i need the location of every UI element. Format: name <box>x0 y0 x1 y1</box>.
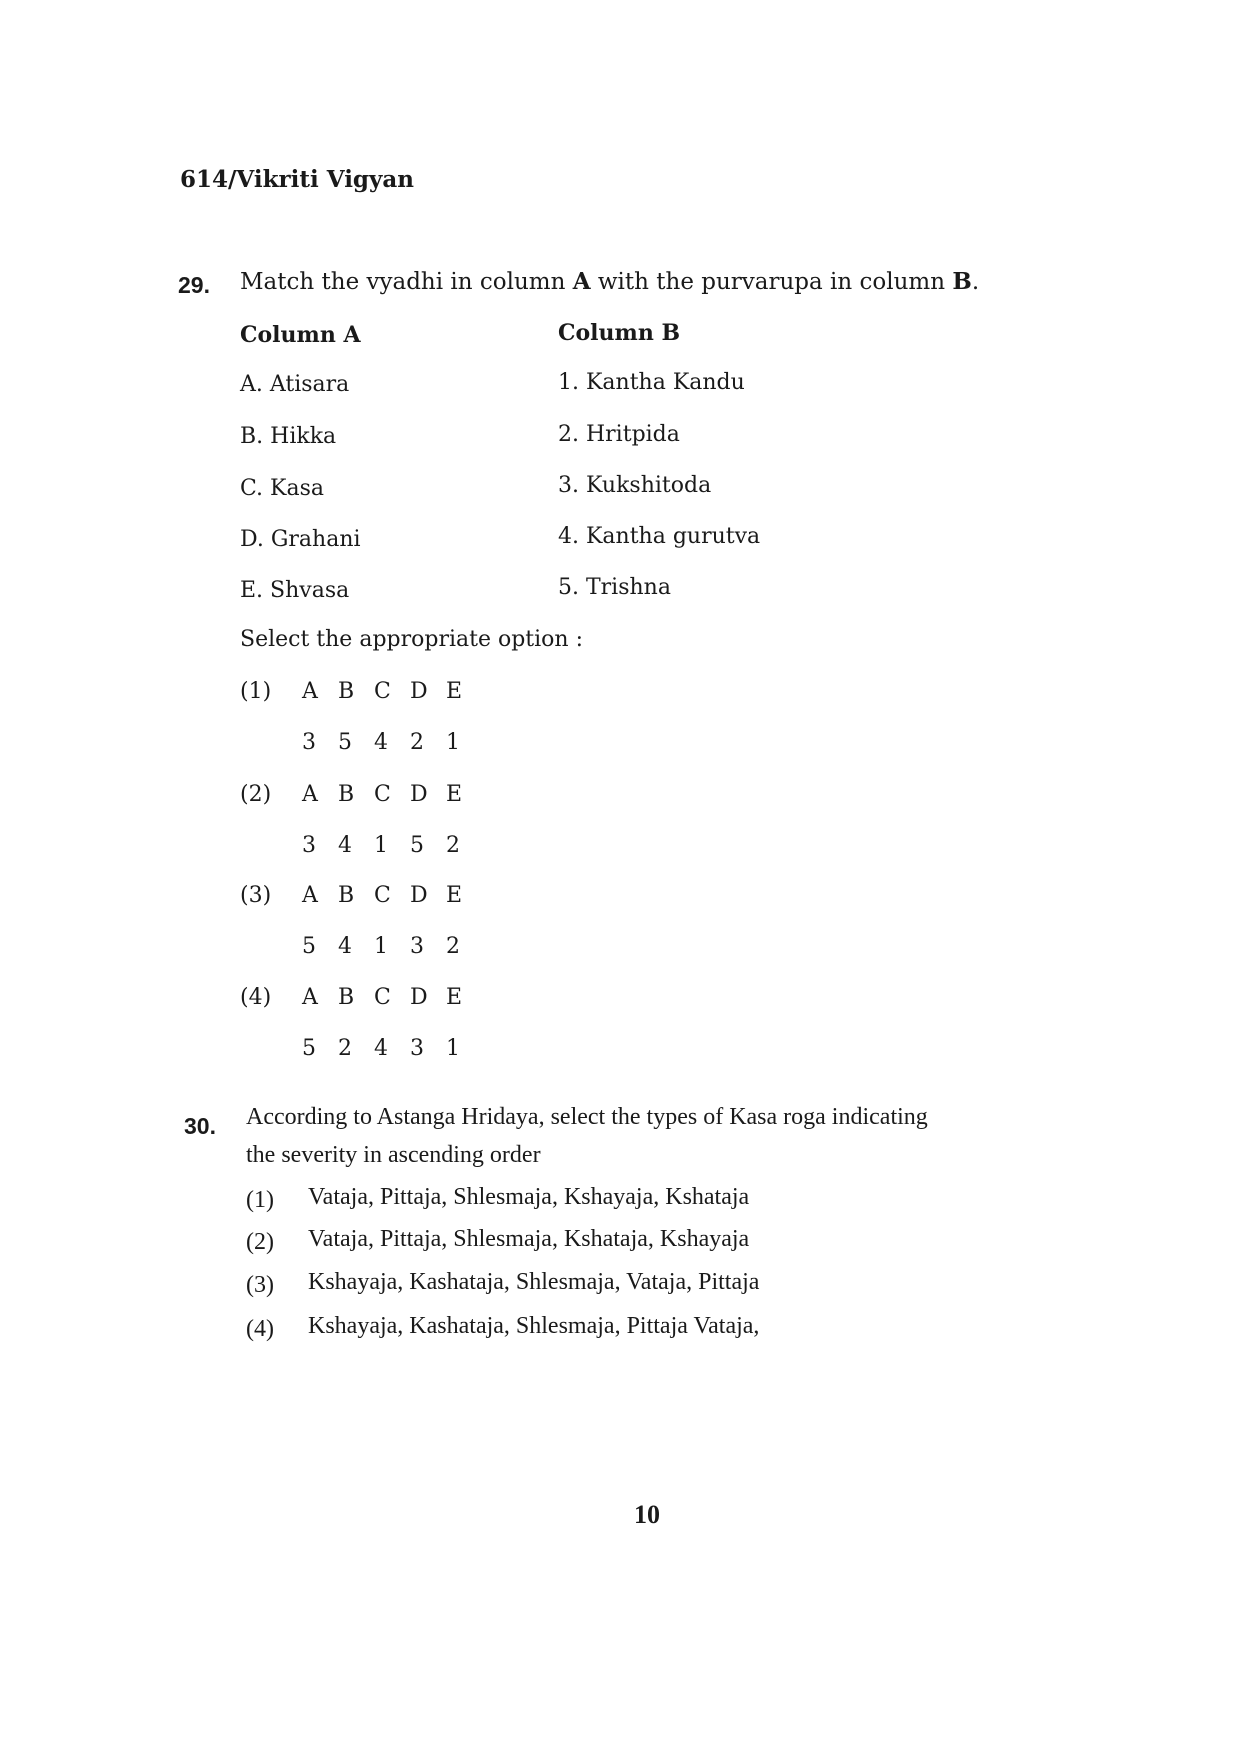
question-29-text: Match the vyadhi in column A with the purvarupa in column B. <box>240 268 980 295</box>
option-number: (3) <box>246 1272 274 1298</box>
column-a-item: A. Atisara <box>240 372 350 397</box>
column-a-item: E. Shvasa <box>240 578 350 603</box>
question-30-number: 30. <box>184 1113 216 1139</box>
column-a-item: D. Grahani <box>240 527 361 552</box>
option-text: Kshayaja, Kashataja, Shlesmaja, Vataja, Pittaja <box>308 1269 760 1295</box>
option-number: (1) <box>246 1187 274 1213</box>
option-number: (1) <box>240 679 272 704</box>
question-29-instruction: Select the appropriate option : <box>240 627 583 652</box>
column-a-heading: Column A <box>240 322 361 348</box>
column-a-item: C. Kasa <box>240 476 324 501</box>
column-b-item: 5. Trishna <box>558 575 671 600</box>
option-letters-row: A B C D E <box>302 679 463 704</box>
option-number: (4) <box>240 985 272 1010</box>
column-b-heading: Column B <box>558 320 681 346</box>
column-b-item: 3. Kukshitoda <box>558 473 712 498</box>
column-b-item: 1. Kantha Kandu <box>558 370 745 395</box>
option-letters-row: A B C D E <box>302 985 463 1010</box>
column-b-item: 2. Hritpida <box>558 422 680 447</box>
option-text: Vataja, Pittaja, Shlesmaja, Kshayaja, Kshataja <box>308 1184 750 1210</box>
page-number: 10 <box>634 1500 660 1529</box>
option-values-row: 5 2 4 3 1 <box>302 1036 460 1061</box>
question-30-text-line1: According to Astanga Hridaya, select the types of Kasa roga indicating <box>246 1104 928 1130</box>
option-values-row: 3 4 1 5 2 <box>302 833 460 858</box>
option-letters-row: A B C D E <box>302 883 463 908</box>
question-30-text-line2: the severity in ascending order <box>246 1142 541 1168</box>
option-values-row: 5 4 1 3 2 <box>302 934 460 959</box>
option-number: (4) <box>246 1316 274 1342</box>
option-letters-row: A B C D E <box>302 782 463 807</box>
option-number: (2) <box>240 782 272 807</box>
question-29-number: 29. <box>178 272 210 298</box>
option-values-row: 3 5 4 2 1 <box>302 730 460 755</box>
option-text: Vataja, Pittaja, Shlesmaja, Kshataja, Kshayaja <box>308 1226 750 1252</box>
page-header: 614/Vikriti Vigyan <box>180 166 414 193</box>
option-number: (2) <box>246 1229 274 1255</box>
column-a-item: B. Hikka <box>240 424 337 449</box>
column-b-item: 4. Kantha gurutva <box>558 524 761 549</box>
option-text: Kshayaja, Kashataja, Shlesmaja, Pittaja Vataja, <box>308 1313 760 1339</box>
option-number: (3) <box>240 883 272 908</box>
